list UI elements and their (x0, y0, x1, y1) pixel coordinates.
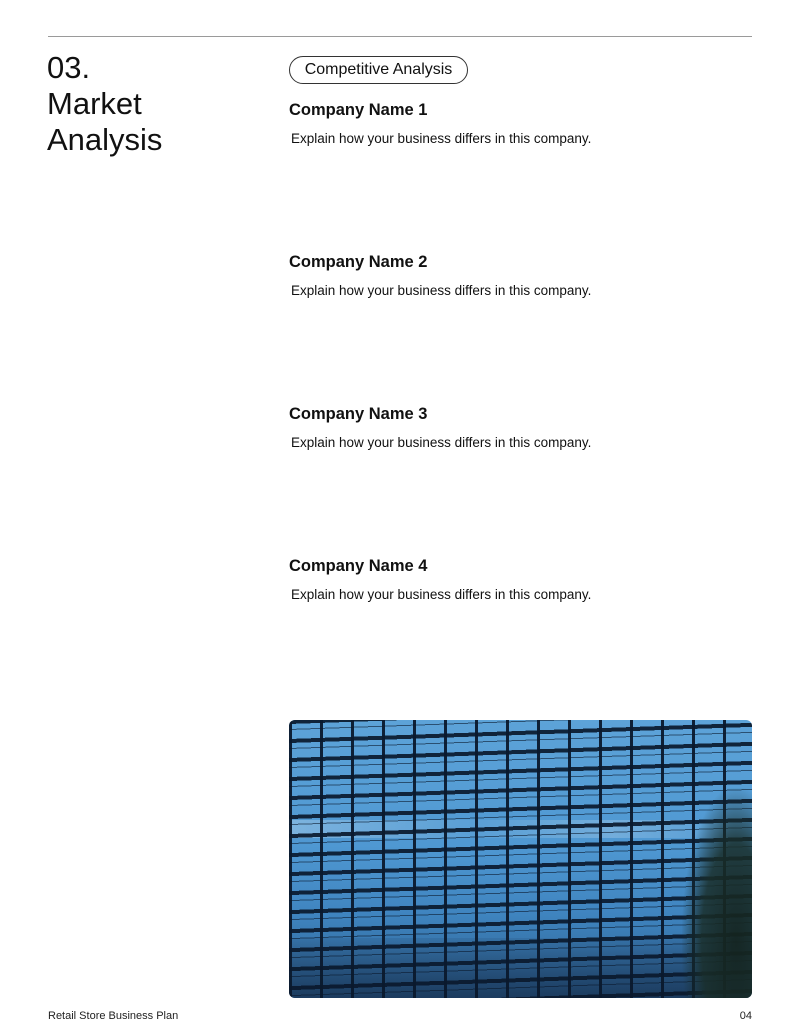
section-title-line-1: Market (47, 86, 142, 121)
company-name: Company Name 1 (289, 101, 428, 119)
company-block-2 (289, 252, 752, 300)
section-heading (47, 50, 162, 158)
company-block-4 (289, 556, 752, 604)
company-description: Explain how your business differs in this company. (291, 131, 592, 146)
section-title-line-2: Analysis (47, 122, 163, 157)
company-description: Explain how your business differs in this company. (291, 587, 592, 602)
company-name: Company Name 4 (289, 557, 428, 575)
company-block-1 (289, 100, 752, 148)
company-name: Company Name 3 (289, 405, 428, 423)
section-number: 03. (47, 50, 91, 85)
company-name: Company Name 2 (289, 253, 428, 271)
company-block-3 (289, 404, 752, 452)
company-description: Explain how your business differs in this company. (291, 283, 592, 298)
company-description: Explain how your business differs in this company. (291, 435, 592, 450)
competitive-analysis-tag: Competitive Analysis (289, 56, 468, 84)
building-facade-photo (289, 720, 752, 998)
footer-document-title: Retail Store Business Plan (48, 1010, 179, 1022)
footer-page-number: 04 (739, 1010, 752, 1022)
top-divider (48, 36, 752, 37)
photo-tree (682, 788, 752, 998)
